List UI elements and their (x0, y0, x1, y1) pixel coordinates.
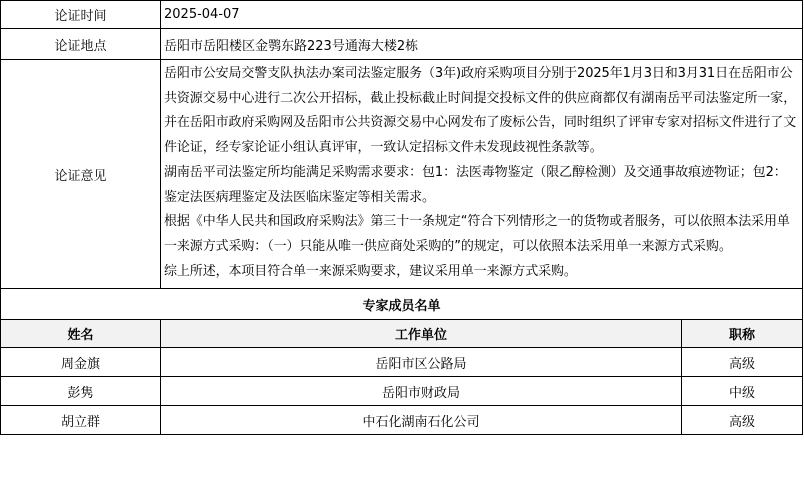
opinion-row (1, 60, 803, 289)
expert-name: 彭隽 (1, 377, 161, 406)
time-label: 论证时间 (1, 1, 161, 29)
expert-name: 周金旗 (1, 348, 161, 377)
table-row (1, 377, 803, 406)
expert-name: 胡立群 (1, 406, 161, 435)
column-header-title: 职称 (682, 320, 803, 348)
experts-title-row (1, 289, 803, 320)
column-header-unit: 工作单位 (161, 320, 682, 348)
experts-header-row (1, 320, 803, 348)
place-label: 论证地点 (1, 29, 161, 60)
place-value: 岳阳市岳阳楼区金鹗东路223号通海大楼2栋 (161, 29, 803, 60)
expert-title: 中级 (682, 377, 803, 406)
expert-title: 高级 (682, 406, 803, 435)
opinion-content (161, 60, 803, 289)
place-row (1, 29, 803, 60)
opinion-paragraph-2: 湖南岳平司法鉴定所均能满足采购需求要求：包1：法医毒物鉴定（限乙醇检测）及交通事故痕迹物证；包2：鉴定法医病理鉴定及法医临床鉴定等相关需求。 (164, 164, 787, 205)
expert-unit: 岳阳市区公路局 (161, 348, 682, 377)
column-header-name: 姓名 (1, 320, 161, 348)
table-row (1, 348, 803, 377)
table-row (1, 406, 803, 435)
experts-section-title: 专家成员名单 (1, 289, 803, 320)
expert-unit: 岳阳市财政局 (161, 377, 682, 406)
opinion-paragraph-1: 岳阳市公安局交警支队执法办案司法鉴定服务（3年)政府采购项目分别于2025年1月3日和3月31日在岳阳市公共资源交易中心进行二次公开招标，截止投标截止时间提交投标文件的供应商都仅有湖南岳平司法鉴定所一家，并在岳阳市政府采购网及岳阳市公共资源交易中心网发布了废标公告，同时组织了评审专家对招标文件进行了文件论证，经专家论证小组认真评审，一致认定招标文件未发现歧视性条款等。 (164, 66, 797, 156)
experts-table (0, 319, 803, 435)
opinion-paragraph-3: 根据《中华人民共和国政府采购法》第三十一条规定“符合下列情形之一的货物或者服务，可以依照本法采用单一来源方式采购：（一）只能从唯一供应商处采购的”的规定，可以依照本法采用单一来源方式采购。 (164, 214, 790, 254)
opinion-label: 论证意见 (1, 60, 161, 289)
time-row (1, 1, 803, 29)
expert-title: 高级 (682, 348, 803, 377)
time-value: 2025-04-07 (161, 1, 803, 29)
expert-unit: 中石化湖南石化公司 (161, 406, 682, 435)
opinion-paragraph-4: 综上所述，本项目符合单一来源采购要求，建议采用单一来源方式采购。 (164, 263, 577, 279)
